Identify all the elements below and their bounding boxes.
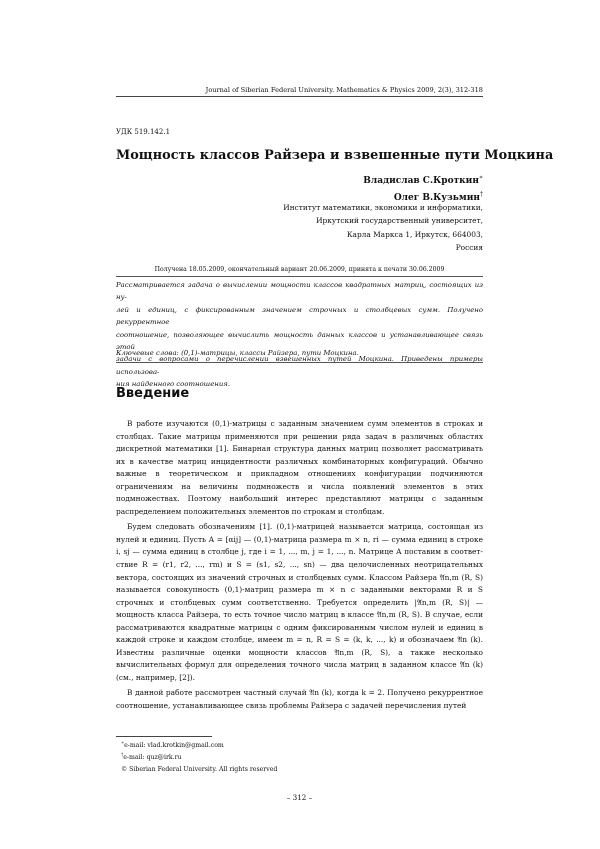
paragraph: Будем следовать обозначениям [1]. (0,1)-матрицей называется матрица, состоящая из нулей и единиц. Пусть A = [αij] — (0,1)-матрица размера m × n, ri — сумма единиц в строке i, sj — сумма единиц в столбце j, где i = 1, ..., m, j = 1, ..., n. Матрице A поставим в соответствие R = (r1, r2, ..., rm) и S = (s1, s2, ..., sn) — два целочисленных неотрицательных вектора, состоящих из значений строчных и столбцевых сумм. Классом Райзера 𝔄n,m (R, S) называется совокупность (0,1)-матриц размера m × n с заданными векторами R и S строчных и столбцевых сумм соответственно. Требуется определить |𝔄n,m (R, S)| — мощность класса Райзера, то есть точное число матриц в классе 𝔄n,m (R, S). В случае, если рассматриваются квадратные матрицы с одним фиксированным числом нулей и единиц в каждой строке и каждом столбце, имеем m = n, R = S = (k, k, ..., k) и обозначаем 𝔄n (k). Известны различные оценки мощности классов 𝔄n,m (R, S), а также несколько вычислительных формул для определения точного числа матриц в заданном классе 𝔄n (k) (см., например, [2]).: [116, 522, 483, 682]
affiliation: [283, 201, 483, 254]
affiliation-line: Институт математики, экономики и информатики,: [283, 203, 483, 212]
journal-header: Journal of Siberian Federal University. Mathematics & Physics 2009, 2(3), 312-318: [205, 86, 483, 94]
copyright-line: © Siberian Federal University. All rights reserved: [121, 765, 278, 773]
abstract-line: соотношение, позволяющее вычислить мощность данных классов и устанавливающее связь этой: [116, 330, 483, 352]
abstract-top-rule: [116, 276, 483, 277]
paper-title: Мощность классов Райзера и взвешенные пути Моцкина: [116, 148, 554, 163]
author-name: Олег В.Кузьмин†: [393, 191, 483, 203]
author-list: [363, 171, 483, 205]
page-number: – 312 –: [286, 793, 313, 802]
footnote: †e-mail: quz@irk.ru: [121, 752, 182, 761]
paragraph: В данной работе рассмотрен частный случай 𝔄n (k), когда k = 2. Получено рекуррентное соотношение, устанавливающее связь проблемы Райзера с задачей перечисления путей: [116, 688, 483, 711]
footnote: ∗e-mail: vlad.krotkin@gmail.com: [121, 741, 224, 750]
affiliation-line: Россия: [455, 242, 483, 252]
udk-code: УДК 519.142.1: [116, 128, 171, 136]
header-rule: [116, 96, 483, 97]
author-name: Владислав С.Кроткин∗: [363, 174, 483, 186]
abstract-line: ния найденного соотношения.: [116, 380, 231, 389]
abstract-line: лей и единиц, с фиксированным значением строчных и столбцевых сумм. Получено рекуррентное: [116, 305, 483, 327]
paragraph: В работе изучаются (0,1)-матрицы с заданным значением сумм элементов в строках и столбцах. Такие матрицы применяются при решении ряда задач в различных областях дискретной математики [1]. Бинарная структура данных матриц позволяет рассматривать их в качестве матриц инцидентности различных комбинаторных конфигураций. Обычно важные в теоретическом и прикладном отношениях конфигурации подчиняются ограничениям на величины подмножеств и числа появлений элементов в этих подмножествах. Поэтому наибольший интерес представляют матрицы с заданным распределением положительных элементов по строкам и столбцам.: [116, 419, 483, 516]
affiliation-line: Карла Маркса 1, Иркутск, 664003,: [346, 229, 483, 239]
affiliation-line: Иркутский государственный университет,: [316, 216, 483, 226]
footnote-rule: [116, 736, 212, 737]
section-heading: Введение: [116, 386, 190, 401]
abstract: [116, 279, 483, 391]
keywords: Ключевые слова: (0,1)-матрицы, классы Райзера, пути Моцкина.: [116, 349, 359, 357]
abstract-bottom-rule: [116, 362, 483, 363]
abstract-line: задачи с вопросами о перечислении взвешенных путей Моцкина. Приведены примеры использова-: [116, 355, 483, 376]
abstract-line: Рассматривается задача о вычислении мощности классов квадратных матриц, состоящих из ну-: [116, 281, 483, 302]
received-dates: Получена 18.05.2009, окончательный вариант 20.06.2009, принята к печати 30.06.2009: [154, 266, 445, 273]
footnotes: [121, 739, 277, 774]
body-text: [116, 418, 483, 713]
